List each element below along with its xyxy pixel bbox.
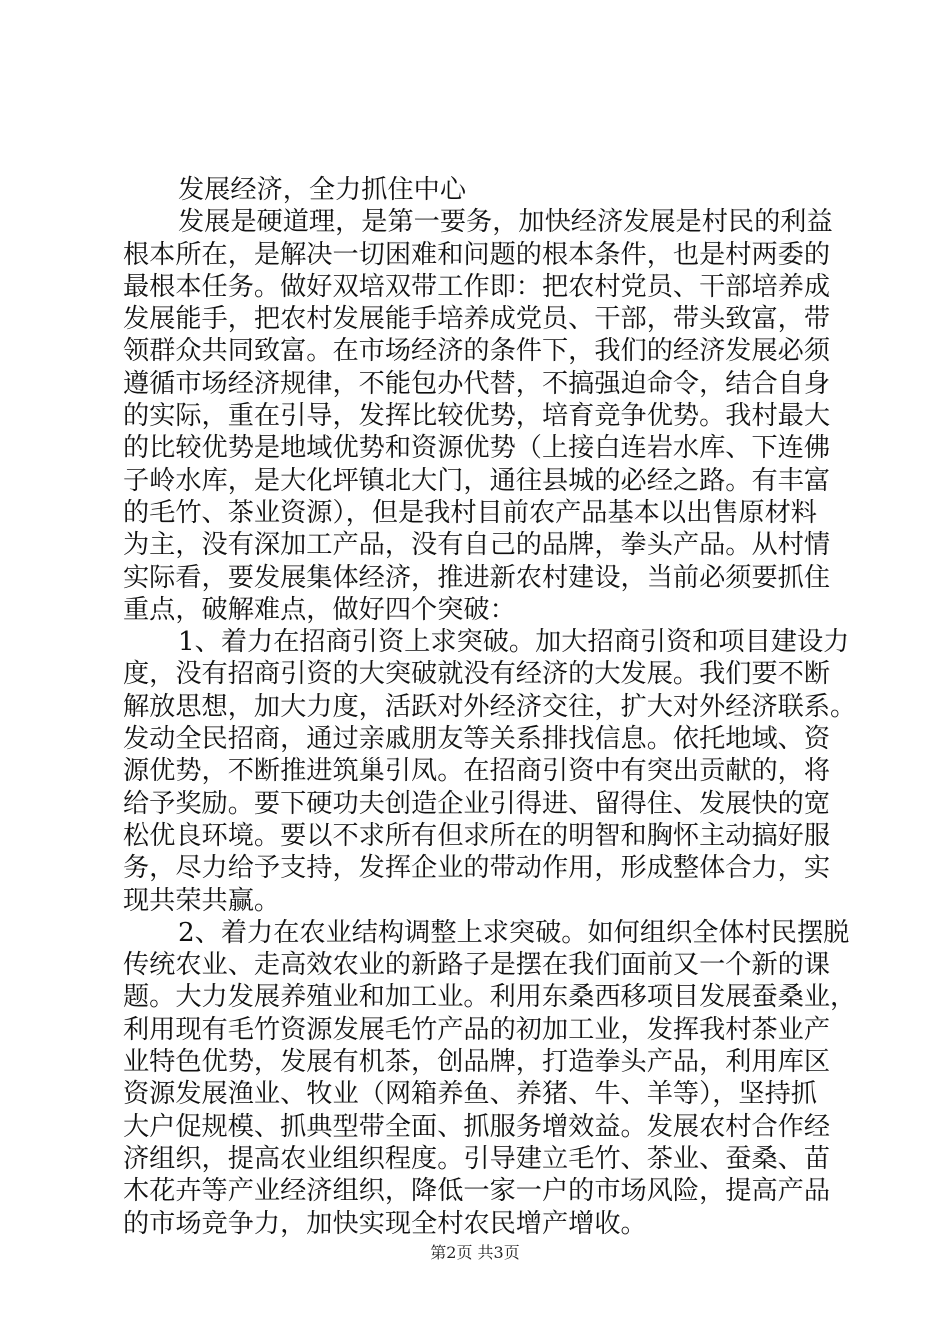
document-body (123, 174, 857, 1240)
text-line: 济组织，提高农业组织程度。引导建立毛竹、茶业、蚕桑、苗 (123, 1143, 831, 1174)
text-line: 松优良环境。要以不求所有但求所在的明智和胸怀主动搞好服 (123, 820, 831, 851)
paragraph-2 (123, 626, 857, 917)
text-line: 领群众共同致富。在市场经济的条件下，我们的经济发展必须 (123, 336, 831, 367)
text-line: 现共荣共赢。 (123, 885, 281, 916)
text-line: 务，尽力给予支持，发挥企业的带动作用，形成整体合力，实 (123, 853, 831, 884)
text-line: 的毛竹、茶业资源），但是我村目前农产品基本以出售原材料 (123, 497, 817, 528)
text-line: 利用现有毛竹资源发展毛竹产品的初加工业，发挥我村茶业产 (123, 1014, 831, 1045)
text-line: 题。大力发展养殖业和加工业。利用东桑西移项目发展蚕桑业， (123, 982, 857, 1013)
text-line: 资源发展渔业、牧业（网箱养鱼、养猪、牛、羊等），坚持抓 (123, 1079, 817, 1110)
text-line: 遵循市场经济规律，不能包办代替，不搞强迫命令，结合自身 (123, 368, 831, 399)
text-line: 给予奖励。要下硬功夫创造企业引得进、留得住、发展快的宽 (123, 788, 831, 819)
text-line: 木花卉等产业经济组织，降低一家一户的市场风险，提高产品 (123, 1176, 831, 1207)
heading-text: 发展经济，全力抓住中心 (178, 175, 467, 205)
text-line: 业特色优势，发展有机茶，创品牌，打造拳头产品，利用库区 (123, 1047, 831, 1078)
text-line: 的实际，重在引导，发挥比较优势，培育竞争优势。我村最大 (123, 401, 831, 432)
page-number-footer: 第2页 共3页 (430, 1243, 520, 1262)
text-line: 大户促规模、抓典型带全面、抓服务增效益。发展农村合作经 (123, 1111, 831, 1142)
text-line: 度，没有招商引资的大突破就没有经济的大发展。我们要不断 (123, 659, 831, 690)
text-line: 发动全民招商，通过亲戚朋友等关系排找信息。依托地域、资 (123, 724, 831, 755)
text-line: 源优势，不断推进筑巢引凤。在招商引资中有突出贡献的，将 (123, 756, 831, 787)
text-line: 为主，没有深加工产品，没有自己的品牌，拳头产品。从村情 (123, 530, 831, 561)
text-line: 重点，破解难点，做好四个突破： (123, 594, 516, 625)
text-line: 最根本任务。做好双培双带工作即：把农村党员、干部培养成 (123, 271, 831, 302)
text-line: 的市场竞争力，加快实现全村农民增产增收。 (123, 1208, 647, 1239)
text-line: 发展能手，把农村发展能手培养成党员、干部，带头致富，带 (123, 304, 831, 335)
text-line: 2、着力在农业结构调整上求突破。如何组织全体村民摆脱 (178, 917, 850, 948)
text-line: 解放思想，加大力度，活跃对外经济交往，扩大对外经济联系。 (123, 691, 857, 722)
text-line: 发展是硬道理，是第一要务，加快经济发展是村民的利益 (178, 207, 833, 238)
paragraph-1 (123, 206, 857, 626)
text-line: 根本所在，是解决一切困难和问题的根本条件，也是村两委的 (123, 239, 831, 270)
text-line: 子岭水库，是大化坪镇北大门，通往县城的必经之路。有丰富 (123, 465, 831, 496)
text-line: 的比较优势是地域优势和资源优势（上接白连岩水库、下连佛 (123, 433, 831, 464)
text-line: 实际看，要发展集体经济，推进新农村建设，当前必须要抓住 (123, 562, 831, 593)
section-heading (123, 174, 857, 206)
text-line: 传统农业、走高效农业的新路子是摆在我们面前又一个新的课 (123, 950, 831, 981)
text-line: 1、着力在招商引资上求突破。加大招商引资和项目建设力 (178, 627, 850, 658)
paragraph-3 (123, 917, 857, 1240)
